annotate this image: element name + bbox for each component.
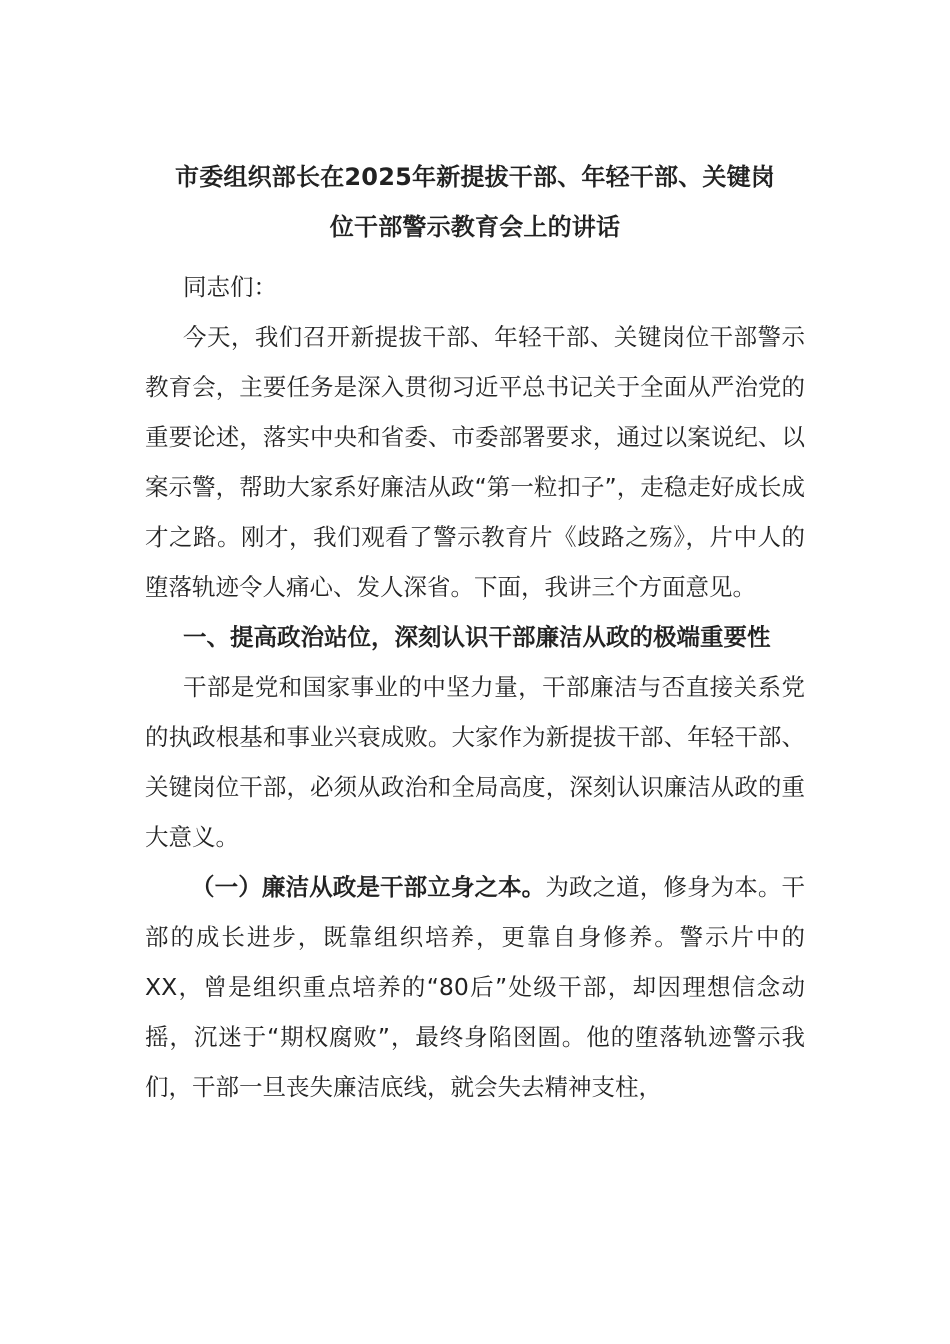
document-body	[145, 262, 805, 1112]
title-line-2: 位干部警示教育会上的讲话	[329, 213, 621, 241]
title-line-1: 市委组织部长在2025年新提拔干部、年轻干部、关键岗	[175, 163, 775, 191]
subsection-1-heading: （一）廉洁从政是干部立身之本。	[191, 873, 546, 901]
salutation: 同志们：	[183, 273, 277, 301]
paragraph-section-1: 干部是党和国家事业的中坚力量，干部廉洁与否直接关系党的执政根基和事业兴衰成败。大家作为新提拔干部、年轻干部、关键岗位干部，必须从政治和全局高度，深刻认识廉洁从政的重大意义。	[145, 673, 805, 851]
document-title	[145, 152, 805, 252]
subsection-1-text: 为政之道，修身为本。干部的成长进步，既靠组织培养，更靠自身修养。警示片中的XX，曾是组织重点培养的“80后”处级干部，却因理想信念动摇，沉迷于“期权腐败”，最终身陷囹圄。他的堕落轨迹警示我们，干部一旦丧失廉洁底线，就会失去精神支柱，	[145, 873, 806, 1101]
subsection-1	[145, 862, 805, 1112]
paragraph-intro: 今天，我们召开新提拔干部、年轻干部、关键岗位干部警示教育会，主要任务是深入贯彻习近平总书记关于全面从严治党的重要论述，落实中央和省委、市委部署要求，通过以案说纪、以案示警，帮助大家系好廉洁从政“第一粒扣子”，走稳走好成长成才之路。刚才，我们观看了警示教育片《歧路之殇》，片中人的堕落轨迹令人痛心、发人深省。下面，我讲三个方面意见。	[145, 323, 805, 601]
section-heading-1: 一、提高政治站位，深刻认识干部廉洁从政的极端重要性	[183, 623, 771, 651]
